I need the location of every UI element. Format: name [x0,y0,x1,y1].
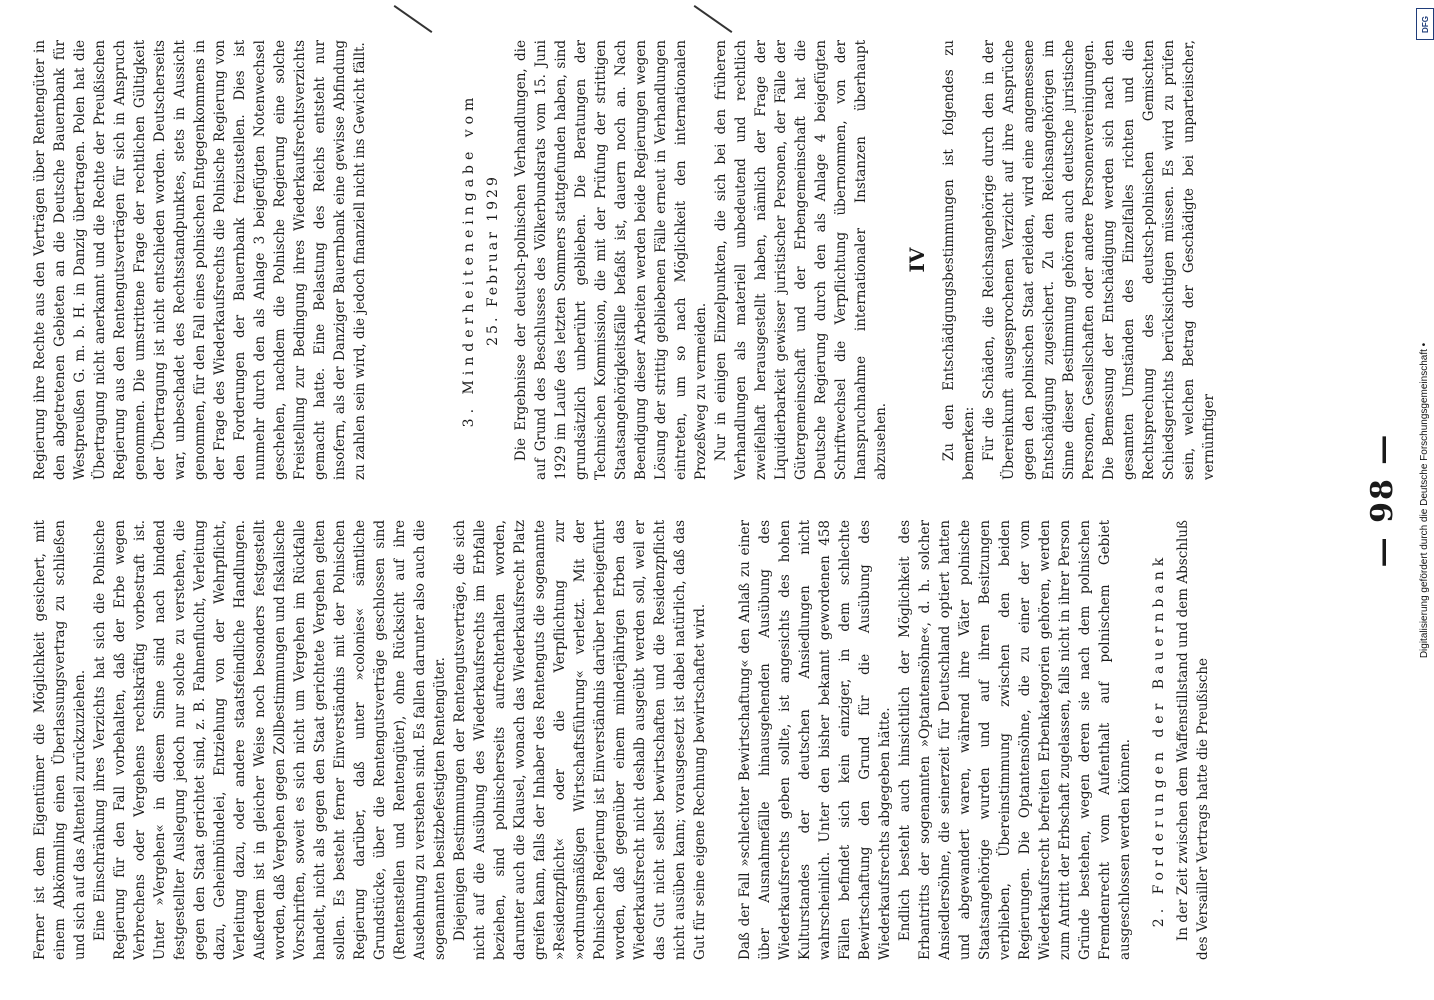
page-number: — 98 — [1365,432,1400,568]
paragraph: Regierung ihre Rechte aus den Verträgen über Rentengüter in den abgetretenen Gebieten an die Deutsche Bauernbank für Westpreußen G. m. b. H. in Danzig übertragen. Polen hat die Übertragung nicht anerkannt und die Rechte der Preußischen Regierung aus den Rentengutsverträgen für sich in Anspruch genommen. Die umstrittene Frage der rechtlichen Gültigkeit der Übertragung ist nicht entschieden worden. Deutscherseits war, unbeschadet des Rechtsstandpunktes, stets in Aussicht genommen, für den Fall eines polnischen Entgegenkommens in der Frage des Wiederkaufsrechts die Polnische Regierung von den Forderungen der Bauernbank freizustellen. Dies ist nunmehr durch den als Anlage 3 beigefügten Notenwechsel geschehen, nachdem die Polnische Regierung eine solche Freistellung zur Bedingung ihres Wiederkaufsrechtsverzichts gemacht hatte. Eine Belastung des Reichs entsteht nur insofern, als der Danziger Bauernbank eine gewisse Abfindung zu zahlen sein wird, die jedoch finanziell nicht ins Gewicht fällt. [32,40,368,480]
dfg-logo: DFG [1416,8,1434,40]
digitization-credit [1416,0,1434,1000]
section-date: 25. Februar 1929 [485,174,501,346]
paragraph: Für die Schäden, die Reichsangehörige durch den in der Übereinkunft ausgesprochenen Verzicht auf ihre Ansprüche gegen den polnischen Staat erleiden, wird eine angemessene Entschädigung zugesichert. Zu den Reichsangehörigen im Sinne dieser Bestimmung gehören auch deutsche juristische Personen, Gesellschaften oder andere Personenvereinigungen. Die Bemessung der Entschädigung werden sich nach den gesamten Umständen des Einzelfalles richten und die Rechtsprechung des deutsch-polnischen Gemischten Schiedsgerichts berücksichtigen müssen. Es wird zu prüfen sein, welchen Betrag der Geschädigte bei unparteiischer, vernünftiger [981,40,1217,480]
section-numeral: IV [905,247,929,273]
right-column-top [30,40,440,480]
paragraph: Ferner ist dem Eigentümer die Möglichkeit gesichert, mit einem Abkömmling einen Überlassungsvertrag zu schließen und sich auf das Altenteil zurückzuziehen. [32,520,88,960]
left-column-bottom [735,520,1355,960]
paragraph: Zu den Entschädigungsbestimmungen ist folgendes zu bemerken: [941,40,977,480]
left-column-top [30,520,730,960]
paragraph: Daß der Fall »schlechter Bewirtschaftung« den Anlaß zu einer über Ausnahmefälle hinausgehenden Ausübung des Wiederkaufsrechts geben sollte, ist angesichts des hohen Kulturstandes der deutschen Ansiedlungen nicht wahrscheinlich. Unter den bisher bekannt gewordenen 458 Fällen befindet sich kein einziger, in dem schlechte Bewirtschaftung den Grund für die Ausübung des Wiederkaufsrechts abgegeben hätte. [737,520,893,960]
section-heading-minderheiten: 3. Minderheiteneingabe vom [461,92,477,428]
paragraph: Die Ergebnisse der deutsch-polnischen Verhandlungen, die auf Grund des Beschlusses des Völkerbundsrats vom 15. Juni 1929 im Laufe des letzten Sommers stattgefunden haben, sind grundsätzlich unberührt geblieben. Die Beratungen der Technischen Kommission, die mit der Prüfung der strittigen Staatsangehörigkeitsfälle befaßt ist, dauern noch an. Nach Beendigung dieser Arbeiten werden beide Regierungen wegen Lösung der strittig gebliebenen Fälle erneut in Verhandlungen eintreten, um so nach Möglichkeit den internationalen Prozeßweg zu vermeiden. [513,40,709,480]
paragraph: Diejenigen Bestimmungen der Rentengutsverträge, die sich nicht auf die Ausübung des Wiederkaufsrechts im Erbfalle beziehen, sind polnischerseits aufrechterhalten worden, darunter auch die Klausel, wonach das Wiederkaufsrecht Platz greifen kann, falls der Inhaber des Rentenguts die sogenannte »Residenzpflicht« oder die Verpflichtung zur »ordnungsmäßigen Wirtschaftsführung« verletzt. Mit der Polnischen Regierung ist Einverständnis darüber herbeigeführt worden, daß gegenüber einem minderjährigen Erben das Wiederkaufsrecht nicht deshalb ausgeübt werden soll, weil er das Gut nicht selbst bewirtschaften und die Residenzpflicht nicht ausüben kann; vorausgesetzt ist dabei natürlich, daß das Gut für seine eigene Rechnung bewirtschaftet wird. [452,520,708,960]
section-heading-bauernbank: 2. Forderungen der Bauernbank [1151,552,1167,928]
paragraph: In der Zeit zwischen dem Waffenstillstand und dem Abschluß des Versailler Vertrags hatte die Preußische [1175,520,1211,960]
digitization-credit-text: Digitalisierung gefördert durch die Deutsche Forschungsgemeinschaft • [1419,342,1431,658]
paragraph: Nur in einigen Einzelpunkten, die sich bei den früheren Verhandlungen als materiell unbedeutend und rechtlich zweifelhaft herausgestellt haben, nämlich der Frage der Liquidierbarkeit gewisser juristischer Personen, der Fälle der Gütergemeinschaft und der Erbengemeinschaft hat die Deutsche Regierung durch den als Anlage 4 beigefügten Schriftwechsel die Verpflichtung übernommen, von der Inanspruchnahme internationaler Instanzen überhaupt abzusehen. [713,40,889,480]
paragraph: Eine Einschränkung ihres Verzichts hat sich die Polnische Regierung für den Fall vorbehalten, daß der Erbe wegen Verbrechens oder Vergehens rechtskräftig vorbestraft ist. Unter »Vergehen« in diesem Sinne sind nach bindend festgestellter Auslegung jedoch nur solche zu verstehen, die gegen den Staat gerichtet sind, z. B. Fahnenflucht, Verleitung dazu, Geheimbündelei, Entziehung von der Wehrpflicht, Verleitung dazu, oder andere staatsfeindliche Handlungen. Außerdem ist in gleicher Weise noch besonders festgestellt worden, daß Vergehen gegen Zollbestimmungen und fiskalische Vorschriften, soweit es sich nicht um Vergehen im Rückfalle handelt, nicht als gegen den Staat gerichtete Vergehen gelten sollen. Es besteht ferner Einverständnis mit der Polnischen Regierung darüber, daß unter »colonies« sämtliche Grundstücke, über die Rentengutsverträge geschlossen sind (Rentenstellen und Rentengüter), ohne Rücksicht auf ihre Ausdehnung zu verstehen sind. Es fallen darunter also auch die sogenannten besitzbefestigten Rentengüter. [92,520,448,960]
paragraph: Endlich besteht auch hinsichtlich der Möglichkeit des Erbantritts der sogenannten »Optantensöhne«, d. h. solcher Ansiedlersöhne, die seinerzeit für Deutschland optiert hatten und abgewandert waren, während ihre Väter polnische Staatsangehörige wurden und auf ihren Besitzungen verblieben, Übereinstimmung zwischen den beiden Regierungen. Die Optantensöhne, die zu einer der vom Wiederkaufsrecht befreiten Erbenkategorien gehören, werden zum Antritt der Erbschaft zugelassen, falls nicht in ihrer Person Gründe bestehen, wegen deren sie nach dem polnischen Fremdenrecht vom Aufenthalt auf polnischem Gebiet ausgeschlossen werden können. [897,520,1133,960]
margin-pencil-mark [394,5,433,33]
right-column-bottom [445,40,1355,480]
margin-pencil-mark [694,5,733,33]
